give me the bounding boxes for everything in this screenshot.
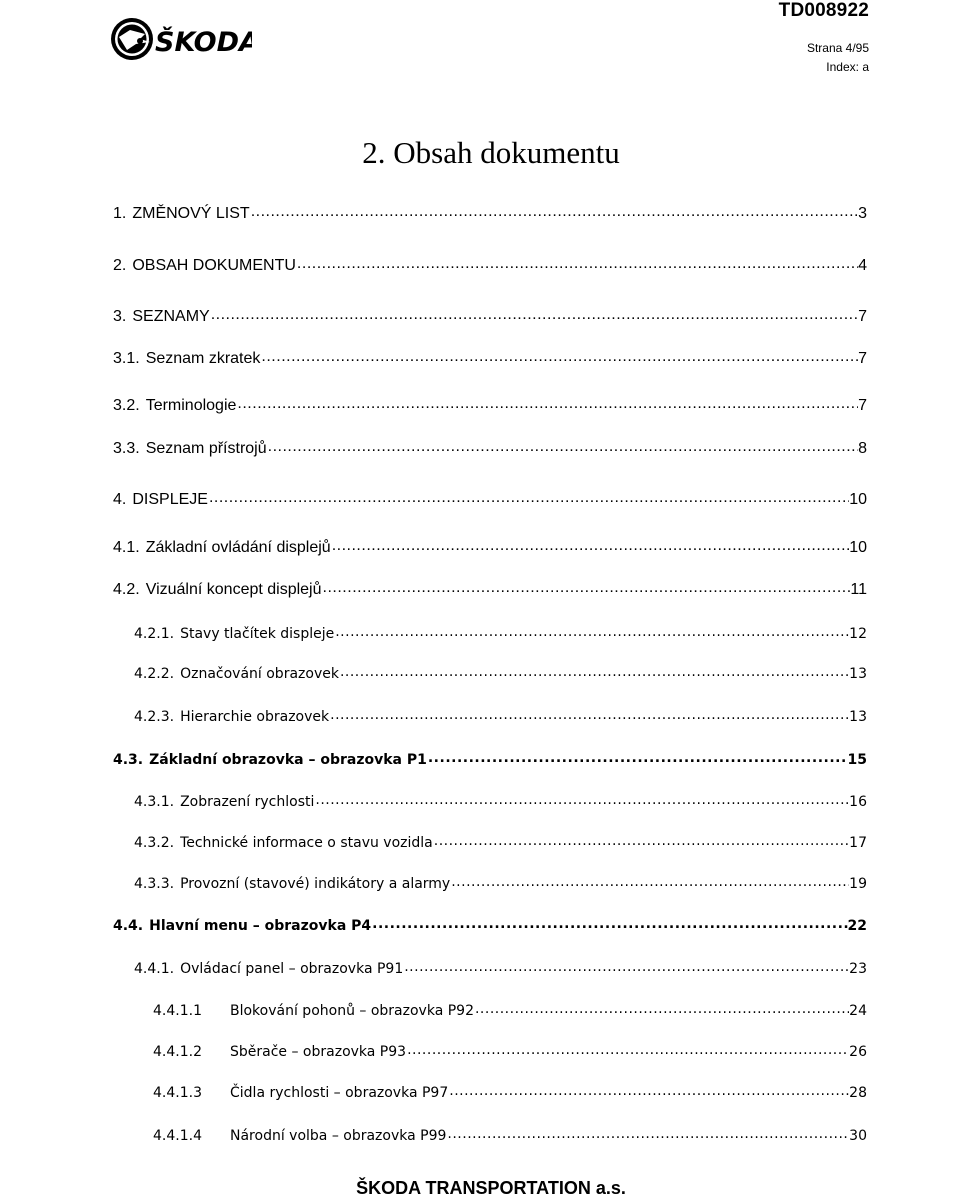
toc-page-number[interactable]: 30 bbox=[849, 1128, 867, 1144]
toc-entry-label[interactable]: DISPLEJE bbox=[132, 491, 208, 508]
toc-entry-label[interactable]: Hierarchie obrazovek bbox=[180, 709, 330, 725]
toc-entry-label[interactable]: SEZNAMY bbox=[132, 308, 210, 325]
toc-entry-label[interactable]: Ovládací panel – obrazovka P91 bbox=[180, 961, 404, 977]
toc-leader bbox=[448, 1083, 849, 1101]
toc-page-number[interactable]: 4 bbox=[858, 257, 867, 274]
toc-page-number[interactable]: 10 bbox=[849, 539, 867, 556]
toc-number: 4.3.3. bbox=[134, 876, 175, 892]
toc-entry-label[interactable]: Čidla rychlosti – obrazovka P97 bbox=[230, 1085, 449, 1101]
toc-number: 4.2.3. bbox=[134, 709, 175, 725]
toc-page-number[interactable]: 3 bbox=[858, 205, 867, 222]
toc-page-number[interactable]: 23 bbox=[849, 961, 867, 977]
toc-entry-label[interactable]: Hlavní menu – obrazovka P4 bbox=[149, 918, 372, 934]
toc-page-number[interactable]: 15 bbox=[847, 752, 867, 768]
toc-entry-label[interactable]: Označování obrazovek bbox=[180, 666, 339, 682]
toc-number: 4. bbox=[113, 491, 127, 508]
toc-page-number[interactable]: 11 bbox=[850, 581, 867, 598]
toc-leader bbox=[322, 581, 851, 599]
toc-entry-label[interactable]: Vizuální koncept displejů bbox=[145, 581, 322, 598]
toc-leader bbox=[250, 205, 858, 223]
toc-page-number[interactable]: 7 bbox=[858, 397, 867, 414]
toc-leader bbox=[208, 491, 849, 509]
toc-leader bbox=[433, 833, 849, 851]
toc-number: 4.3.2. bbox=[134, 835, 175, 851]
document-id: TD008922 bbox=[778, 0, 869, 21]
toc-leader bbox=[446, 1126, 849, 1144]
toc-number: 3.2. bbox=[113, 397, 140, 414]
toc-leader bbox=[331, 539, 850, 557]
toc-entry-label[interactable]: Blokování pohonů – obrazovka P92 bbox=[230, 1003, 474, 1019]
logo-wordmark: ŠKODA bbox=[155, 27, 252, 58]
toc-entry-label[interactable]: Provozní (stavové) indikátory a alarmy bbox=[180, 876, 451, 892]
toc-entry-label[interactable]: Seznam přístrojů bbox=[145, 440, 267, 457]
toc-entry-label[interactable]: Terminologie bbox=[145, 397, 237, 414]
toc-entry-label[interactable]: ZMĚNOVÝ LIST bbox=[132, 205, 250, 222]
toc-number: 4.1. bbox=[113, 539, 140, 556]
toc-number: 4.4. bbox=[113, 918, 144, 934]
toc-number: 4.4.1.2 bbox=[153, 1044, 202, 1060]
toc-leader bbox=[329, 707, 849, 725]
toc-number: 4.3.1. bbox=[134, 794, 175, 810]
toc-number: 3.3. bbox=[113, 440, 140, 457]
toc-leader bbox=[210, 308, 858, 326]
toc-leader bbox=[236, 397, 858, 415]
page-footer: ŠKODA TRANSPORTATION a.s. bbox=[356, 1178, 626, 1198]
toc-leader bbox=[267, 440, 858, 458]
toc-number: 2. bbox=[113, 257, 127, 274]
toc-entry-label[interactable]: Základní obrazovka – obrazovka P1 bbox=[149, 752, 427, 768]
toc-number: 4.2.2. bbox=[134, 666, 175, 682]
revision-index: Index: a bbox=[826, 60, 869, 74]
toc-leader bbox=[474, 1001, 849, 1019]
toc-page-number[interactable]: 17 bbox=[849, 835, 867, 851]
toc-number: 1. bbox=[113, 205, 127, 222]
toc-page-number[interactable]: 28 bbox=[849, 1085, 867, 1101]
toc-page-number[interactable]: 7 bbox=[858, 308, 867, 325]
page-title: 2. Obsah dokumentu bbox=[362, 135, 620, 170]
toc-entry-label[interactable]: Technické informace o stavu vozidla bbox=[180, 835, 433, 851]
toc-number: 4.4.1. bbox=[134, 961, 175, 977]
toc-entry-label[interactable]: Seznam zkratek bbox=[145, 350, 261, 367]
toc-leader bbox=[406, 1042, 849, 1060]
toc-entry-label[interactable]: Zobrazení rychlosti bbox=[180, 794, 315, 810]
toc-entry-label[interactable]: Národní volba – obrazovka P99 bbox=[230, 1128, 447, 1144]
toc-page-number[interactable]: 13 bbox=[849, 666, 867, 682]
toc-entry-label[interactable]: Základní ovládání displejů bbox=[145, 539, 331, 556]
toc-page-number[interactable]: 22 bbox=[847, 918, 867, 934]
toc-leader bbox=[339, 664, 849, 682]
toc-number: 4.2.1. bbox=[134, 626, 175, 642]
toc-page-number[interactable]: 13 bbox=[849, 709, 867, 725]
toc-entry-label[interactable]: Sběrače – obrazovka P93 bbox=[230, 1044, 407, 1060]
toc-page-number[interactable]: 24 bbox=[849, 1003, 867, 1019]
toc-number: 4.4.1.1 bbox=[153, 1003, 202, 1019]
toc-number: 4.2. bbox=[113, 581, 140, 598]
toc-leader bbox=[450, 874, 849, 892]
toc-leader bbox=[314, 792, 849, 810]
toc-number: 3. bbox=[113, 308, 127, 325]
toc-leader bbox=[403, 959, 849, 977]
toc-number: 4.4.1.3 bbox=[153, 1085, 202, 1101]
toc-leader bbox=[371, 916, 847, 934]
toc-page-number[interactable]: 12 bbox=[849, 626, 867, 642]
toc-page-number[interactable]: 10 bbox=[849, 491, 867, 508]
toc-leader bbox=[427, 750, 848, 768]
toc-page-number[interactable]: 16 bbox=[849, 794, 867, 810]
toc-page-number[interactable]: 8 bbox=[858, 440, 867, 457]
toc-leader bbox=[296, 257, 858, 275]
toc-number: 4.4.1.4 bbox=[153, 1128, 202, 1144]
toc-number: 4.3. bbox=[113, 752, 144, 768]
toc-leader bbox=[334, 624, 849, 642]
toc-page-number[interactable]: 26 bbox=[849, 1044, 867, 1060]
toc-page-number[interactable]: 19 bbox=[849, 876, 867, 892]
toc-number: 3.1. bbox=[113, 350, 140, 367]
toc-entry-label[interactable]: Stavy tlačítek displeje bbox=[180, 626, 335, 642]
toc-page-number[interactable]: 7 bbox=[858, 350, 867, 367]
page-number: Strana 4/95 bbox=[806, 41, 869, 55]
toc-entry-label[interactable]: OBSAH DOKUMENTU bbox=[132, 257, 296, 274]
toc-leader bbox=[260, 350, 858, 368]
